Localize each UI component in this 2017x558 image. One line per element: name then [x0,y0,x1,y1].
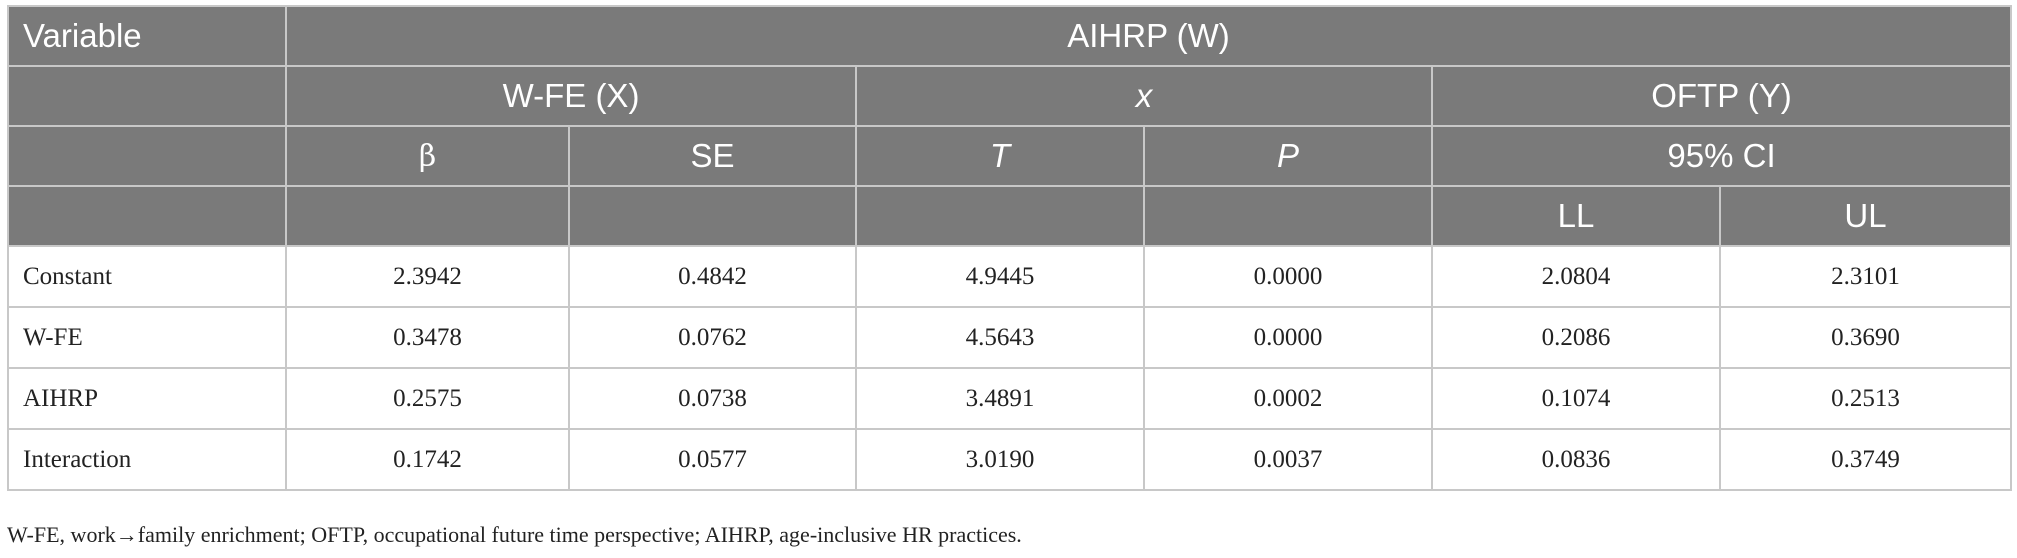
beta-cell: 0.2575 [286,368,569,429]
ul-cell: 0.3749 [1720,429,2011,490]
ll-cell: 0.0836 [1432,429,1720,490]
group-header-y: OFTP (Y) [1432,66,2011,126]
ll-cell: 0.2086 [1432,307,1720,368]
group-header-interaction: x [856,66,1432,126]
header-row-2 [8,66,2011,126]
t-cell: 4.5643 [856,307,1144,368]
p-cell: 0.0037 [1144,429,1432,490]
empty-header-cell [569,186,856,246]
ll-cell: 2.0804 [1432,246,1720,307]
ul-cell: 0.2513 [1720,368,2011,429]
empty-header-cell [286,186,569,246]
empty-header-cell [8,186,286,246]
se-cell: 0.4842 [569,246,856,307]
ul-header: UL [1720,186,2011,246]
t-header: T [856,126,1144,186]
group-header-x: W-FE (X) [286,66,856,126]
beta-cell: 0.3478 [286,307,569,368]
empty-header-cell [8,126,286,186]
row-label: Constant [8,246,286,307]
p-cell: 0.0002 [1144,368,1432,429]
header-row-3 [8,126,2011,186]
beta-header: β [286,126,569,186]
results-table [7,5,2012,491]
table-row [8,368,2011,429]
t-cell: 4.9445 [856,246,1144,307]
beta-cell: 2.3942 [286,246,569,307]
variable-header: Variable [8,6,286,66]
t-cell: 3.0190 [856,429,1144,490]
empty-header-cell [856,186,1144,246]
row-label: AIHRP [8,368,286,429]
ci-header: 95% CI [1432,126,2011,186]
t-cell: 3.4891 [856,368,1144,429]
table-footnote: W-FE, work→family enrichment; OFTP, occupational future time perspective; AIHRP, age-inclusive HR practices. [7,522,1022,547]
p-header: P [1144,126,1432,186]
p-cell: 0.0000 [1144,246,1432,307]
ll-header: LL [1432,186,1720,246]
table-row [8,246,2011,307]
table-row [8,307,2011,368]
beta-cell: 0.1742 [286,429,569,490]
header-row-1 [8,6,2011,66]
se-cell: 0.0577 [569,429,856,490]
header-row-4 [8,186,2011,246]
se-cell: 0.0762 [569,307,856,368]
ul-cell: 2.3101 [1720,246,2011,307]
moderator-header: AIHRP (W) [286,6,2011,66]
se-header: SE [569,126,856,186]
table-row [8,429,2011,490]
se-cell: 0.0738 [569,368,856,429]
ll-cell: 0.1074 [1432,368,1720,429]
empty-header-cell [8,66,286,126]
row-label: W-FE [8,307,286,368]
row-label: Interaction [8,429,286,490]
empty-header-cell [1144,186,1432,246]
p-cell: 0.0000 [1144,307,1432,368]
ul-cell: 0.3690 [1720,307,2011,368]
